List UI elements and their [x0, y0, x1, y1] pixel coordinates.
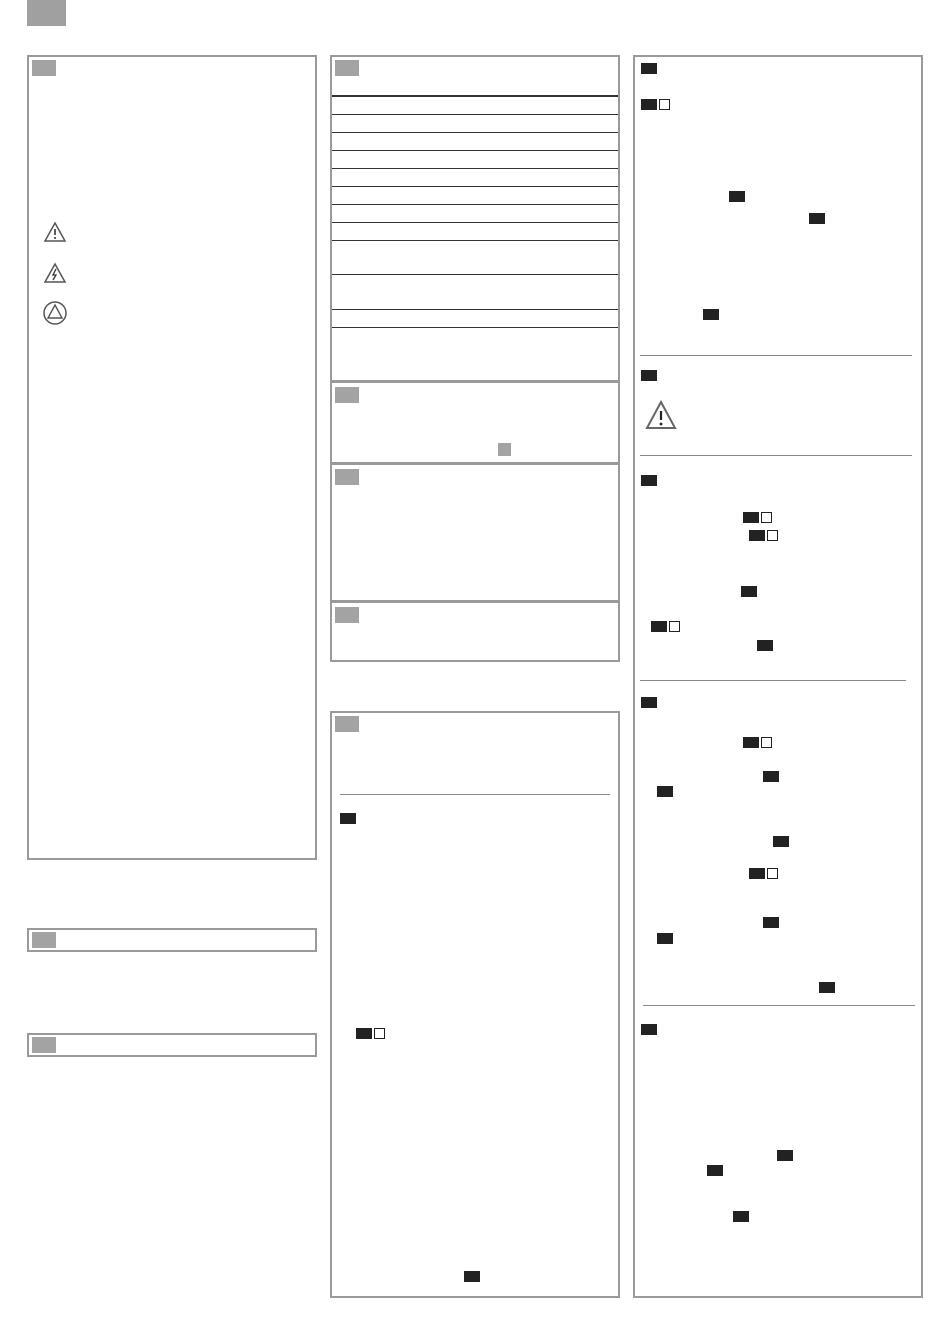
- section-tag: [335, 607, 359, 623]
- step-tag: [777, 1150, 793, 1161]
- section-divider: [332, 380, 618, 383]
- step-sub-tag: [659, 99, 670, 110]
- left-section-bar-1: [27, 928, 317, 952]
- section-divider: [640, 455, 912, 456]
- triangle-in-circle-icon: [42, 300, 68, 326]
- table-rule: [332, 274, 618, 275]
- step-tag: [763, 771, 779, 782]
- step-tag: [707, 1165, 723, 1176]
- right-panel: [633, 55, 923, 1298]
- step-sub-tag: [374, 1028, 385, 1039]
- table-rule: [332, 95, 618, 97]
- step-tag: [356, 1028, 372, 1039]
- step-sub-tag: [767, 530, 778, 541]
- table-rule: [332, 222, 618, 223]
- step-tag: [703, 309, 719, 320]
- table-rule: [332, 186, 618, 187]
- step-tag: [757, 640, 773, 651]
- table-rule: [332, 240, 618, 241]
- left-section-bar-2: [27, 1033, 317, 1057]
- step-sub-tag: [761, 737, 772, 748]
- step-tag: [340, 813, 356, 824]
- section-tag: [335, 716, 359, 732]
- table-rule: [332, 327, 618, 328]
- step-tag: [819, 982, 835, 993]
- section-divider: [640, 680, 906, 681]
- step-tag: [733, 1211, 749, 1222]
- table-rule: [332, 204, 618, 205]
- step-tag: [651, 621, 667, 632]
- section-divider: [332, 600, 618, 603]
- step-tag: [641, 99, 657, 110]
- section-divider: [340, 794, 610, 795]
- step-tag: [763, 917, 779, 928]
- step-tag: [743, 737, 759, 748]
- step-tag: [641, 370, 657, 381]
- section-divider: [640, 355, 912, 356]
- section-tag: [32, 60, 56, 76]
- section-tag: [335, 469, 359, 485]
- step-tag: [743, 512, 759, 523]
- step-sub-tag: [669, 621, 680, 632]
- step-tag: [464, 1271, 480, 1282]
- section-tag: [32, 932, 56, 948]
- step-tag: [641, 1024, 657, 1035]
- section-divider: [643, 1005, 915, 1006]
- step-tag: [641, 475, 657, 486]
- table-rule: [332, 132, 618, 133]
- step-tag: [729, 191, 745, 202]
- table-rule: [332, 168, 618, 169]
- step-sub-tag: [767, 868, 778, 879]
- step-tag: [657, 933, 673, 944]
- step-tag: [749, 530, 765, 541]
- step-tag: [741, 586, 757, 597]
- step-tag: [773, 836, 789, 847]
- step-sub-tag: [761, 512, 772, 523]
- warning-triangle-icon: [645, 399, 677, 431]
- step-tag: [641, 63, 657, 74]
- warning-triangle-icon: [43, 221, 67, 243]
- step-tag: [641, 697, 657, 708]
- step-tag: [749, 868, 765, 879]
- section-tag: [32, 1037, 56, 1053]
- section-tag: [335, 387, 359, 403]
- middle-upper-panel: [330, 55, 620, 662]
- left-main-panel: [27, 55, 317, 860]
- section-divider: [332, 462, 618, 465]
- table-rule: [332, 150, 618, 151]
- step-tag: [657, 786, 673, 797]
- step-tag: [809, 213, 825, 224]
- electric-hazard-icon: [43, 262, 67, 284]
- corner-tag: [27, 0, 66, 26]
- table-rule: [332, 309, 618, 310]
- table-rule: [332, 114, 618, 115]
- section-tag: [335, 60, 359, 76]
- inline-ref-tag: [498, 443, 511, 456]
- middle-lower-panel: [330, 711, 620, 1298]
